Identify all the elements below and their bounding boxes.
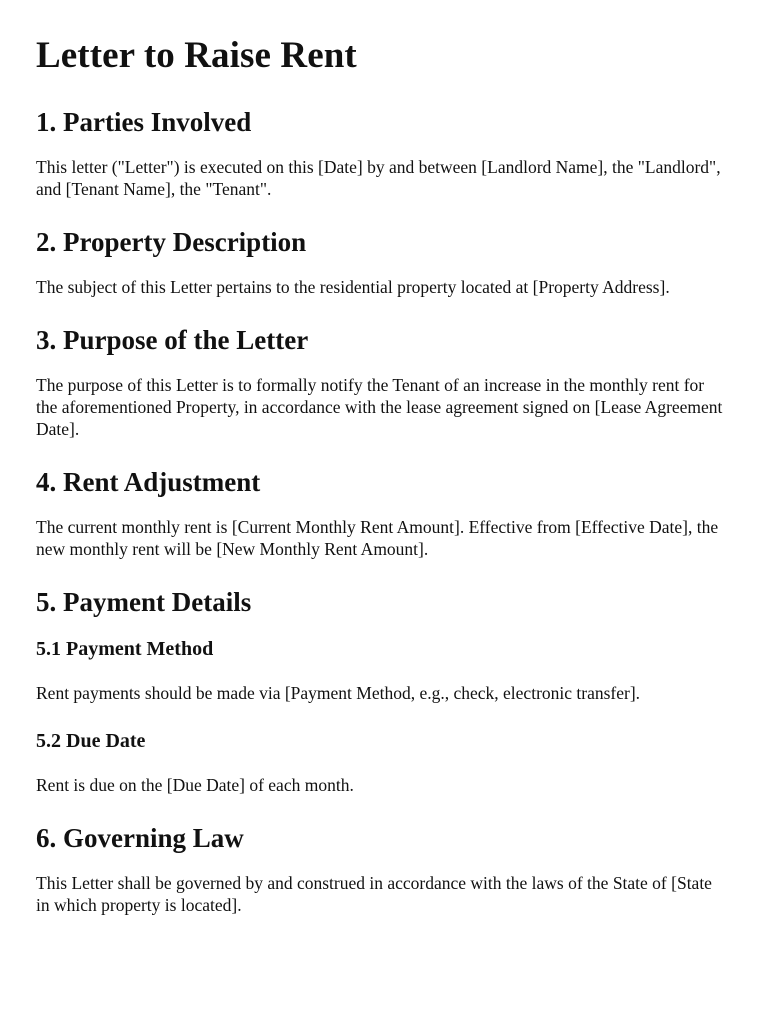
subsection-body: Rent payments should be made via [Payment Method, e.g., check, electronic transfer]. xyxy=(36,683,641,703)
section-heading: 6. Governing Law xyxy=(36,823,244,853)
section-heading: 2. Property Description xyxy=(36,227,307,257)
section-purpose xyxy=(36,322,726,440)
section-payment-details xyxy=(36,584,726,796)
subsection-heading: 5.2 Due Date xyxy=(36,730,146,752)
section-governing-law xyxy=(36,820,726,916)
document-title: Letter to Raise Rent xyxy=(36,35,357,76)
section-rent-adjustment xyxy=(36,464,726,560)
section-heading: 3. Purpose of the Letter xyxy=(36,325,309,355)
section-property-description xyxy=(36,224,726,298)
subsection-body: Rent is due on the [Due Date] of each month. xyxy=(36,775,354,795)
section-heading: 5. Payment Details xyxy=(36,587,252,617)
section-body: The current monthly rent is [Current Monthly Rent Amount]. Effective from [Effective Date], the new monthly rent will be [New Monthly Rent Amount]. xyxy=(36,517,719,559)
section-heading: 1. Parties Involved xyxy=(36,107,252,137)
subsection-heading: 5.1 Payment Method xyxy=(36,638,214,660)
subsection-payment-method xyxy=(36,636,726,704)
subsection-due-date xyxy=(36,728,726,796)
section-body: This Letter shall be governed by and construed in accordance with the laws of the State of [State in which property is located]. xyxy=(36,873,712,915)
section-body: The subject of this Letter pertains to the residential property located at [Property Address]. xyxy=(36,277,670,297)
document-page xyxy=(36,30,726,940)
section-body: This letter ("Letter") is executed on this [Date] by and between [Landlord Name], the "Landlord", and [Tenant Name], the "Tenant". xyxy=(36,157,721,199)
section-body: The purpose of this Letter is to formally notify the Tenant of an increase in the monthly rent for the aforementioned Property, in accordance with the lease agreement signed on [Lease Agreement Date]. xyxy=(36,375,723,439)
section-parties-involved xyxy=(36,104,726,200)
section-heading: 4. Rent Adjustment xyxy=(36,467,261,497)
